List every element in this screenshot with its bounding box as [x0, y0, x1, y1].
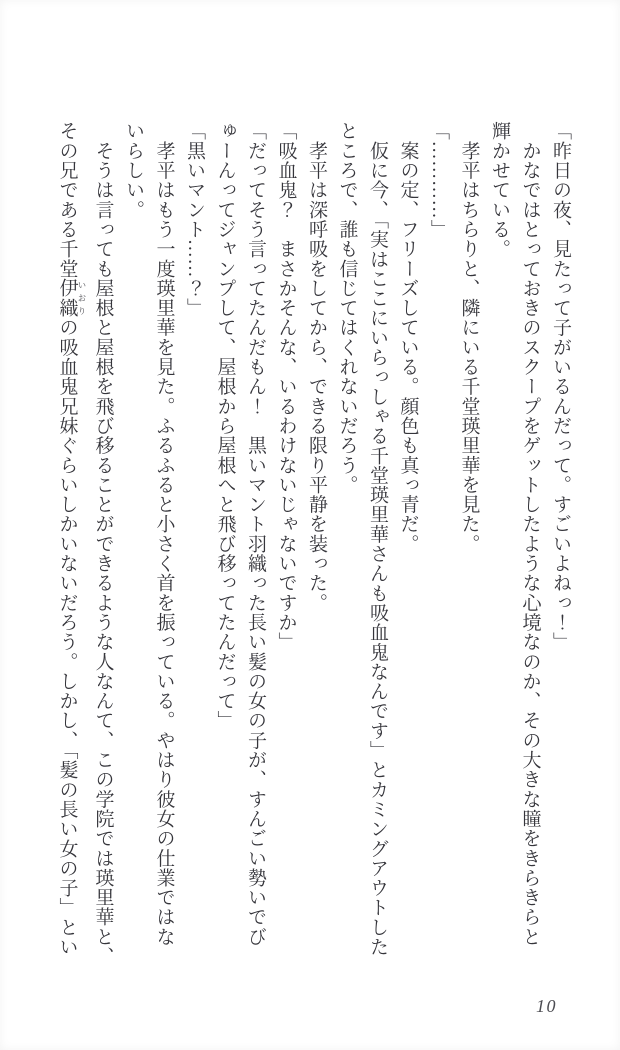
page-number: 10 [536, 996, 557, 1016]
text-column: 仮に今、「実はここにいらっしゃる千堂瑛里華さんも吸血鬼なんです」とカミングアウトした [367, 121, 388, 957]
text-column: 孝平はもう一度瑛里華を見た。ふるふると小さく首を振っている。やはり彼女の仕業ではな [153, 121, 175, 947]
furigana-term: 伊織 いおり [56, 278, 87, 318]
text-column: 案の定、フリーズしている。顔色も真っ青だ。 [397, 121, 419, 554]
text-column: 孝平は深呼吸をしてから、できる限り平静を装った。 [306, 121, 327, 613]
page-text [51, 121, 575, 967]
text-column: かなではとっておきのスクープをゲットしたような心境なのか、その大きな瞳をきらきらと [519, 121, 541, 947]
text-column: 「黒いマント……？」 [184, 121, 205, 318]
text-column: その兄である千堂伊織 いおりの吸血鬼兄妹ぐらいしかいないだろう。しかし、「髪の長い女の子」とい [56, 121, 87, 957]
text-column: いらしい。 [123, 121, 144, 220]
text-column: 「昨日の夜、見たって子がいるんだって。すごいよねっ！」 [550, 121, 571, 652]
text-column: ゅーんってジャンプして、屋根から屋根へと飛び移ってたんだって」 [214, 121, 236, 731]
text-column: 「…………」 [428, 121, 449, 239]
text-column: そうは言っても屋根と屋根を飛び移ることができるような人なんて、この学院では瑛里華と、 [92, 121, 114, 966]
text-column: 孝平はちらりと、隣にいる千堂瑛里華を見た。 [458, 121, 480, 554]
text-column: ところで、誰も信じてはくれないだろう。 [336, 121, 358, 495]
text-column: 輝かせている。 [489, 121, 510, 259]
text-column: 「吸血鬼？ まさかそんな、いるわけないじゃないですか」 [275, 121, 297, 652]
text-column: 「だってそう言ってたんだもん！ 黒いマント羽織った長い髪の女の子が、すんごい勢いでび [245, 121, 266, 947]
